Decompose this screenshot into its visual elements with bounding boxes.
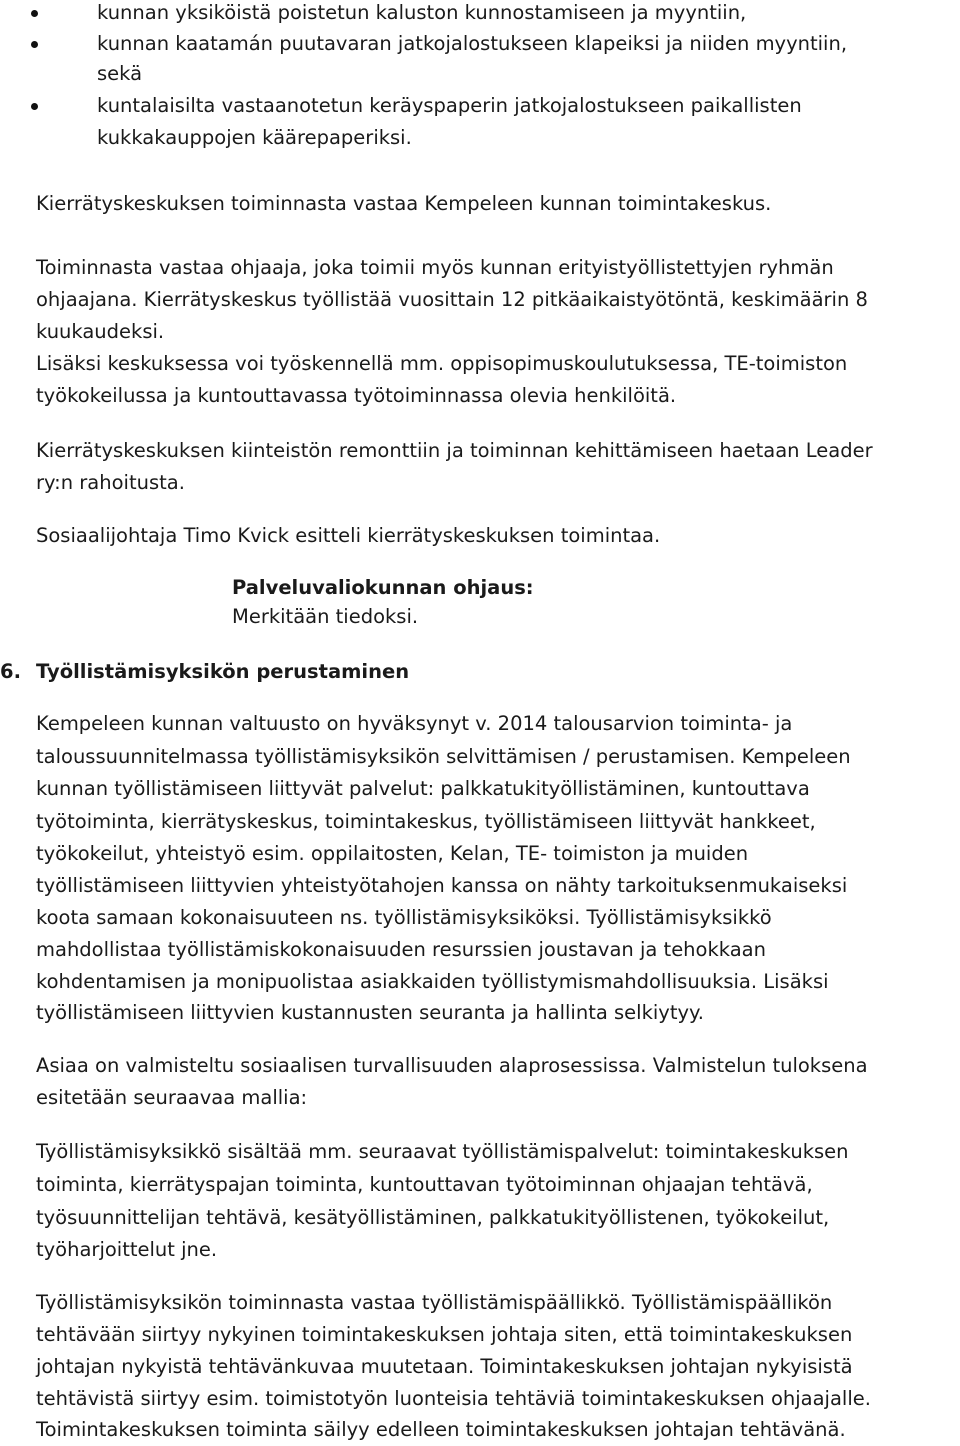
paragraph-line: Kierrätyskeskuksen kiinteistön remonttiin ja toiminnan kehittämiseen haetaan Leader xyxy=(36,439,873,462)
section-title: Työllistämisyksikön perustaminen xyxy=(36,660,410,683)
paragraph-line: työllistämiseen liittyvien kustannusten seuranta ja hallinta selkiytyy. xyxy=(36,1001,704,1024)
paragraph-line: Kierrätyskeskuksen toiminnasta vastaa Kempeleen kunnan toimintakeskus. xyxy=(36,192,772,215)
paragraph-line: Sosiaalijohtaja Timo Kvick esitteli kierrätyskeskuksen toimintaa. xyxy=(36,524,661,547)
paragraph-line: kunnan työllistämiseen liittyvät palvelut: palkkatukityöllistäminen, kuntouttava xyxy=(36,777,810,800)
bullet-item-line: sekä xyxy=(97,62,143,85)
bullet-dot xyxy=(31,103,38,110)
paragraph-line: johtajan nykyistä tehtävänkuvaa muutetaan. Toimintakeskuksen johtajan nykyisistä xyxy=(36,1355,853,1378)
paragraph-line: Asiaa on valmisteltu sosiaalisen turvallisuuden alaprosessissa. Valmistelun tuloksena xyxy=(36,1054,868,1077)
paragraph-line: kohdentamisen ja monipuolistaa asiakkaiden työllistymismahdollisuuksia. Lisäksi xyxy=(36,970,829,993)
paragraph-line: koota samaan kokonaisuuteen ns. työllistämisyksiköksi. Työllistämisyksikkö xyxy=(36,906,772,929)
paragraph-line: esitetään seuraavaa mallia: xyxy=(36,1086,308,1109)
control-heading: Palveluvaliokunnan ohjaus: xyxy=(232,576,534,599)
control-text: Merkitään tiedoksi. xyxy=(232,605,419,628)
bullet-dot xyxy=(31,10,38,17)
paragraph-line: työsuunnittelijan tehtävä, kesätyöllistäminen, palkkatukityöllistenen, työkokeilut, xyxy=(36,1206,830,1229)
paragraph-line: ry:n rahoitusta. xyxy=(36,471,185,494)
bullet-item-line: kuntalaisilta vastaanotetun keräyspaperin jatkojalostukseen paikallisten xyxy=(97,94,802,117)
paragraph-line: ohjaajana. Kierrätyskeskus työllistää vuosittain 12 pitkäaikaistyötöntä, keskimäärin 8 xyxy=(36,288,868,311)
paragraph-line: työkokeilussa ja kuntouttavassa työtoiminnassa olevia henkilöitä. xyxy=(36,384,677,407)
section-number: 6. xyxy=(0,660,21,683)
paragraph-line: työtoiminta, kierrätyskeskus, toimintakeskus, työllistämiseen liittyvät hankkeet, xyxy=(36,810,816,833)
paragraph-line: Kempeleen kunnan valtuusto on hyväksynyt v. 2014 talousarvion toiminta- ja xyxy=(36,712,793,735)
paragraph-line: työkokeilut, yhteistyö esim. oppilaitosten, Kelan, TE- toimiston ja muiden xyxy=(36,842,749,865)
bullet-item-line: kukkakauppojen käärepaperiksi. xyxy=(97,126,412,149)
paragraph-line: tehtävään siirtyy nykyinen toimintakeskuksen johtaja siten, että toimintakeskuksen xyxy=(36,1323,853,1346)
paragraph-line: mahdollistaa työllistämiskokonaisuuden resurssien joustavan ja tehokkaan xyxy=(36,938,766,961)
paragraph-line: taloussuunnitelmassa työllistämisyksikön selvittämisen / perustamisen. Kempeleen xyxy=(36,745,851,768)
bullet-item-line: kunnan yksiköistä poistetun kaluston kunnostamiseen ja myyntiin, xyxy=(97,1,747,24)
paragraph-line: toiminta, kierrätyspajan toiminta, kuntouttavan työtoiminnan ohjaajan tehtävä, xyxy=(36,1173,813,1196)
bullet-item-line: kunnan kaatamán puutavaran jatkojalostukseen klapeiksi ja niiden myyntiin, xyxy=(97,32,848,55)
paragraph-line: Toimintakeskuksen toiminta säilyy edelleen toimintakeskuksen johtajan tehtävänä. xyxy=(36,1418,846,1441)
paragraph-line: Työllistämisyksikön toiminnasta vastaa työllistämispäällikkö. Työllistämispäällikön xyxy=(36,1291,833,1314)
paragraph-line: Työllistämisyksikkö sisältää mm. seuraavat työllistämispalvelut: toimintakeskuksen xyxy=(36,1140,849,1163)
paragraph-line: tehtävistä siirtyy esim. toimistotyön luonteisia tehtäviä toimintakeskuksen ohjaajalle. xyxy=(36,1387,871,1410)
paragraph-line: Lisäksi keskuksessa voi työskennellä mm. oppisopimuskoulutuksessa, TE-toimiston xyxy=(36,352,848,375)
paragraph-line: työllistämiseen liittyvien yhteistyötahojen kanssa on nähty tarkoituksenmukaiseksi xyxy=(36,874,848,897)
paragraph-line: kuukaudeksi. xyxy=(36,320,165,343)
paragraph-line: työharjoittelut jne. xyxy=(36,1238,218,1261)
paragraph-line: Toiminnasta vastaa ohjaaja, joka toimii myös kunnan erityistyöllistettyjen ryhmän xyxy=(36,256,834,279)
bullet-dot xyxy=(31,41,38,48)
